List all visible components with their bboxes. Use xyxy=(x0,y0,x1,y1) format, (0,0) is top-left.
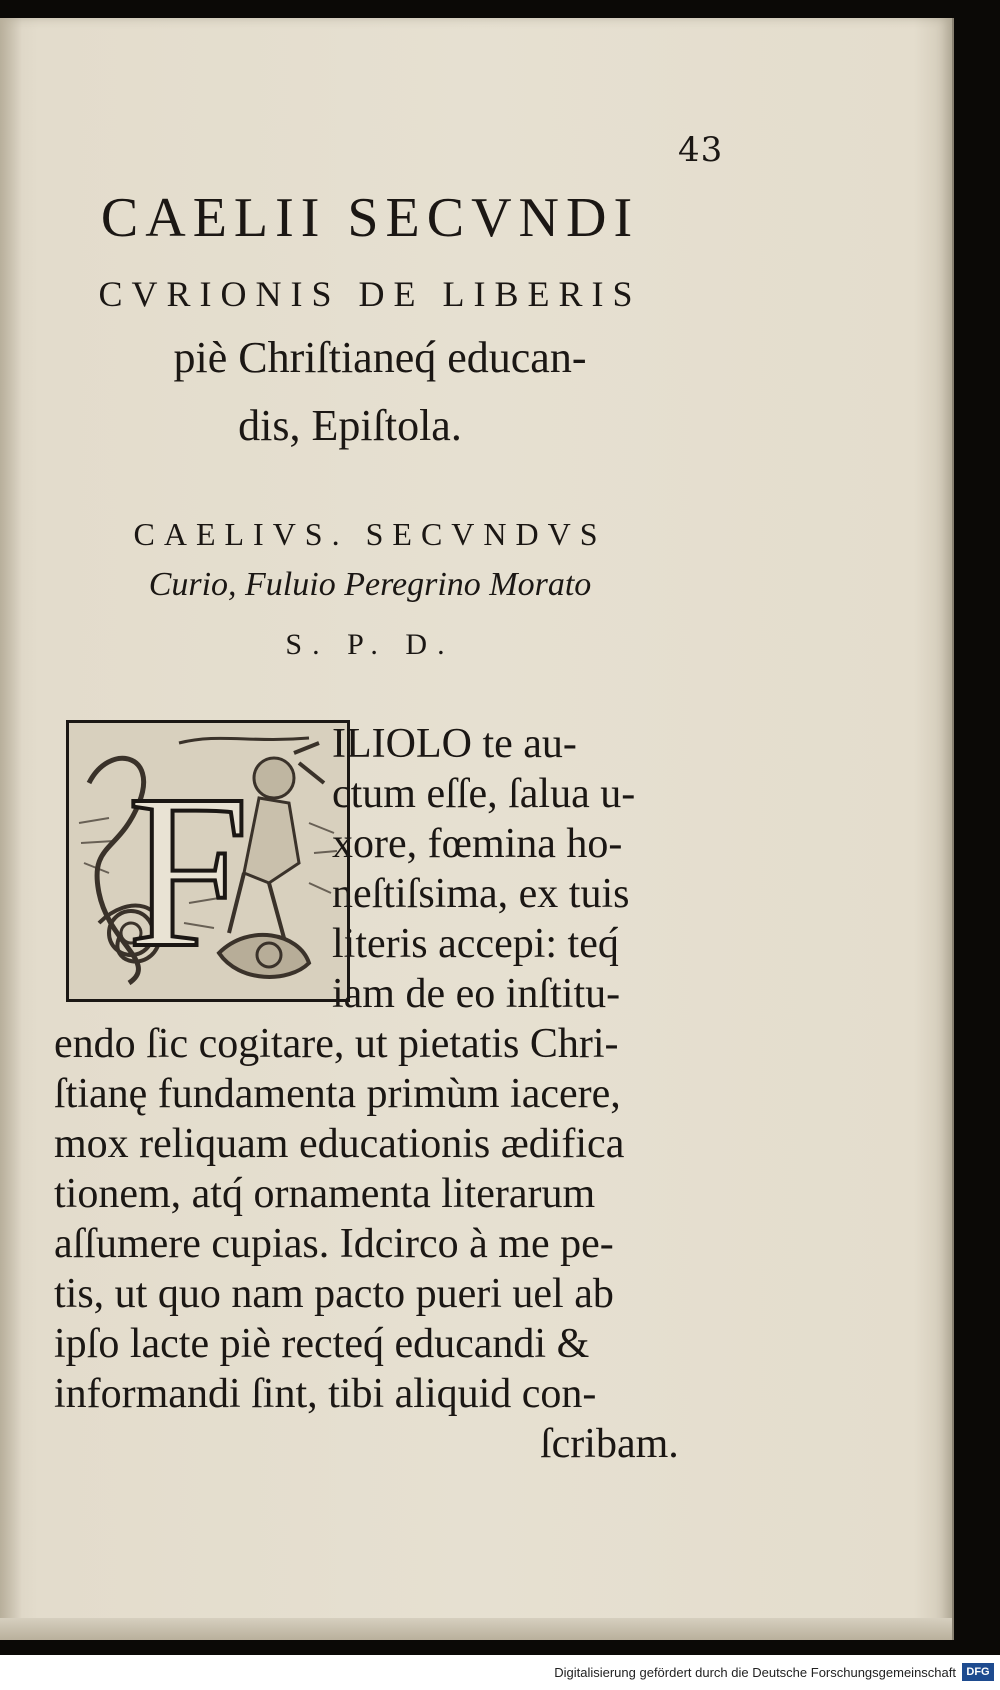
body-line: ctum eſſe, ſalua u- xyxy=(332,771,636,817)
footer-credit: Digitalisierung gefördert durch die Deutsche Forschungsgemeinschaft xyxy=(554,1665,956,1680)
body-line: iam de eo inſtitu- xyxy=(332,971,621,1017)
page-edge-shadow xyxy=(0,18,22,1640)
text-block xyxy=(40,18,724,1618)
book-page xyxy=(0,18,954,1640)
digitization-footer xyxy=(0,1655,1000,1690)
decorated-initial xyxy=(66,720,350,1002)
body-line: endo ſic cogitare, ut pietatis Chri- xyxy=(54,1021,619,1067)
body-line: xore, fœmina ho- xyxy=(332,821,623,867)
body-line: tis, ut quo nam pacto pueri uel ab xyxy=(54,1271,614,1317)
title-line-1: CAELII SECVNDI xyxy=(100,187,640,249)
body-line: tionem, atq́ ornamenta literarum xyxy=(54,1171,596,1217)
woodcut-ornament-icon xyxy=(69,723,347,999)
dfg-logo-icon: DFG xyxy=(962,1663,994,1681)
body-line: aſſumere cupias. Idcirco à me pe- xyxy=(54,1221,614,1267)
body-line: neſtiſsima, ex tuis xyxy=(332,871,630,917)
salutation-line-3: S. P. D. xyxy=(285,628,455,661)
body-line: ILIOLO te au- xyxy=(332,721,577,767)
body-line: mox reliquam educationis ædifica xyxy=(54,1121,625,1167)
body-line: literis accepi: teq́ xyxy=(332,921,619,967)
body-line: ſcribam. xyxy=(540,1421,679,1467)
salutation-line-2: Curio, Fuluio Peregrino Morato xyxy=(148,566,592,603)
title-line-2: CVRIONIS DE LIBERIS xyxy=(98,274,642,314)
body-line: ipſo lacte piè recteq́ educandi & xyxy=(54,1321,590,1367)
title-line-3: piè Chriſtianeq́ educan- xyxy=(173,333,587,382)
salutation-line-1: CAELIVS. SECVNDVS xyxy=(133,516,607,552)
body-line: ſtianę fundamenta primùm iacere, xyxy=(54,1071,621,1117)
body-line: informandi ſint, tibi aliquid con- xyxy=(54,1371,597,1417)
page-bottom-edge xyxy=(0,1618,952,1640)
initial-letter: F xyxy=(127,749,250,993)
page-number: 43 xyxy=(678,130,724,170)
title-line-4: dis, Epiſtola. xyxy=(238,401,462,450)
